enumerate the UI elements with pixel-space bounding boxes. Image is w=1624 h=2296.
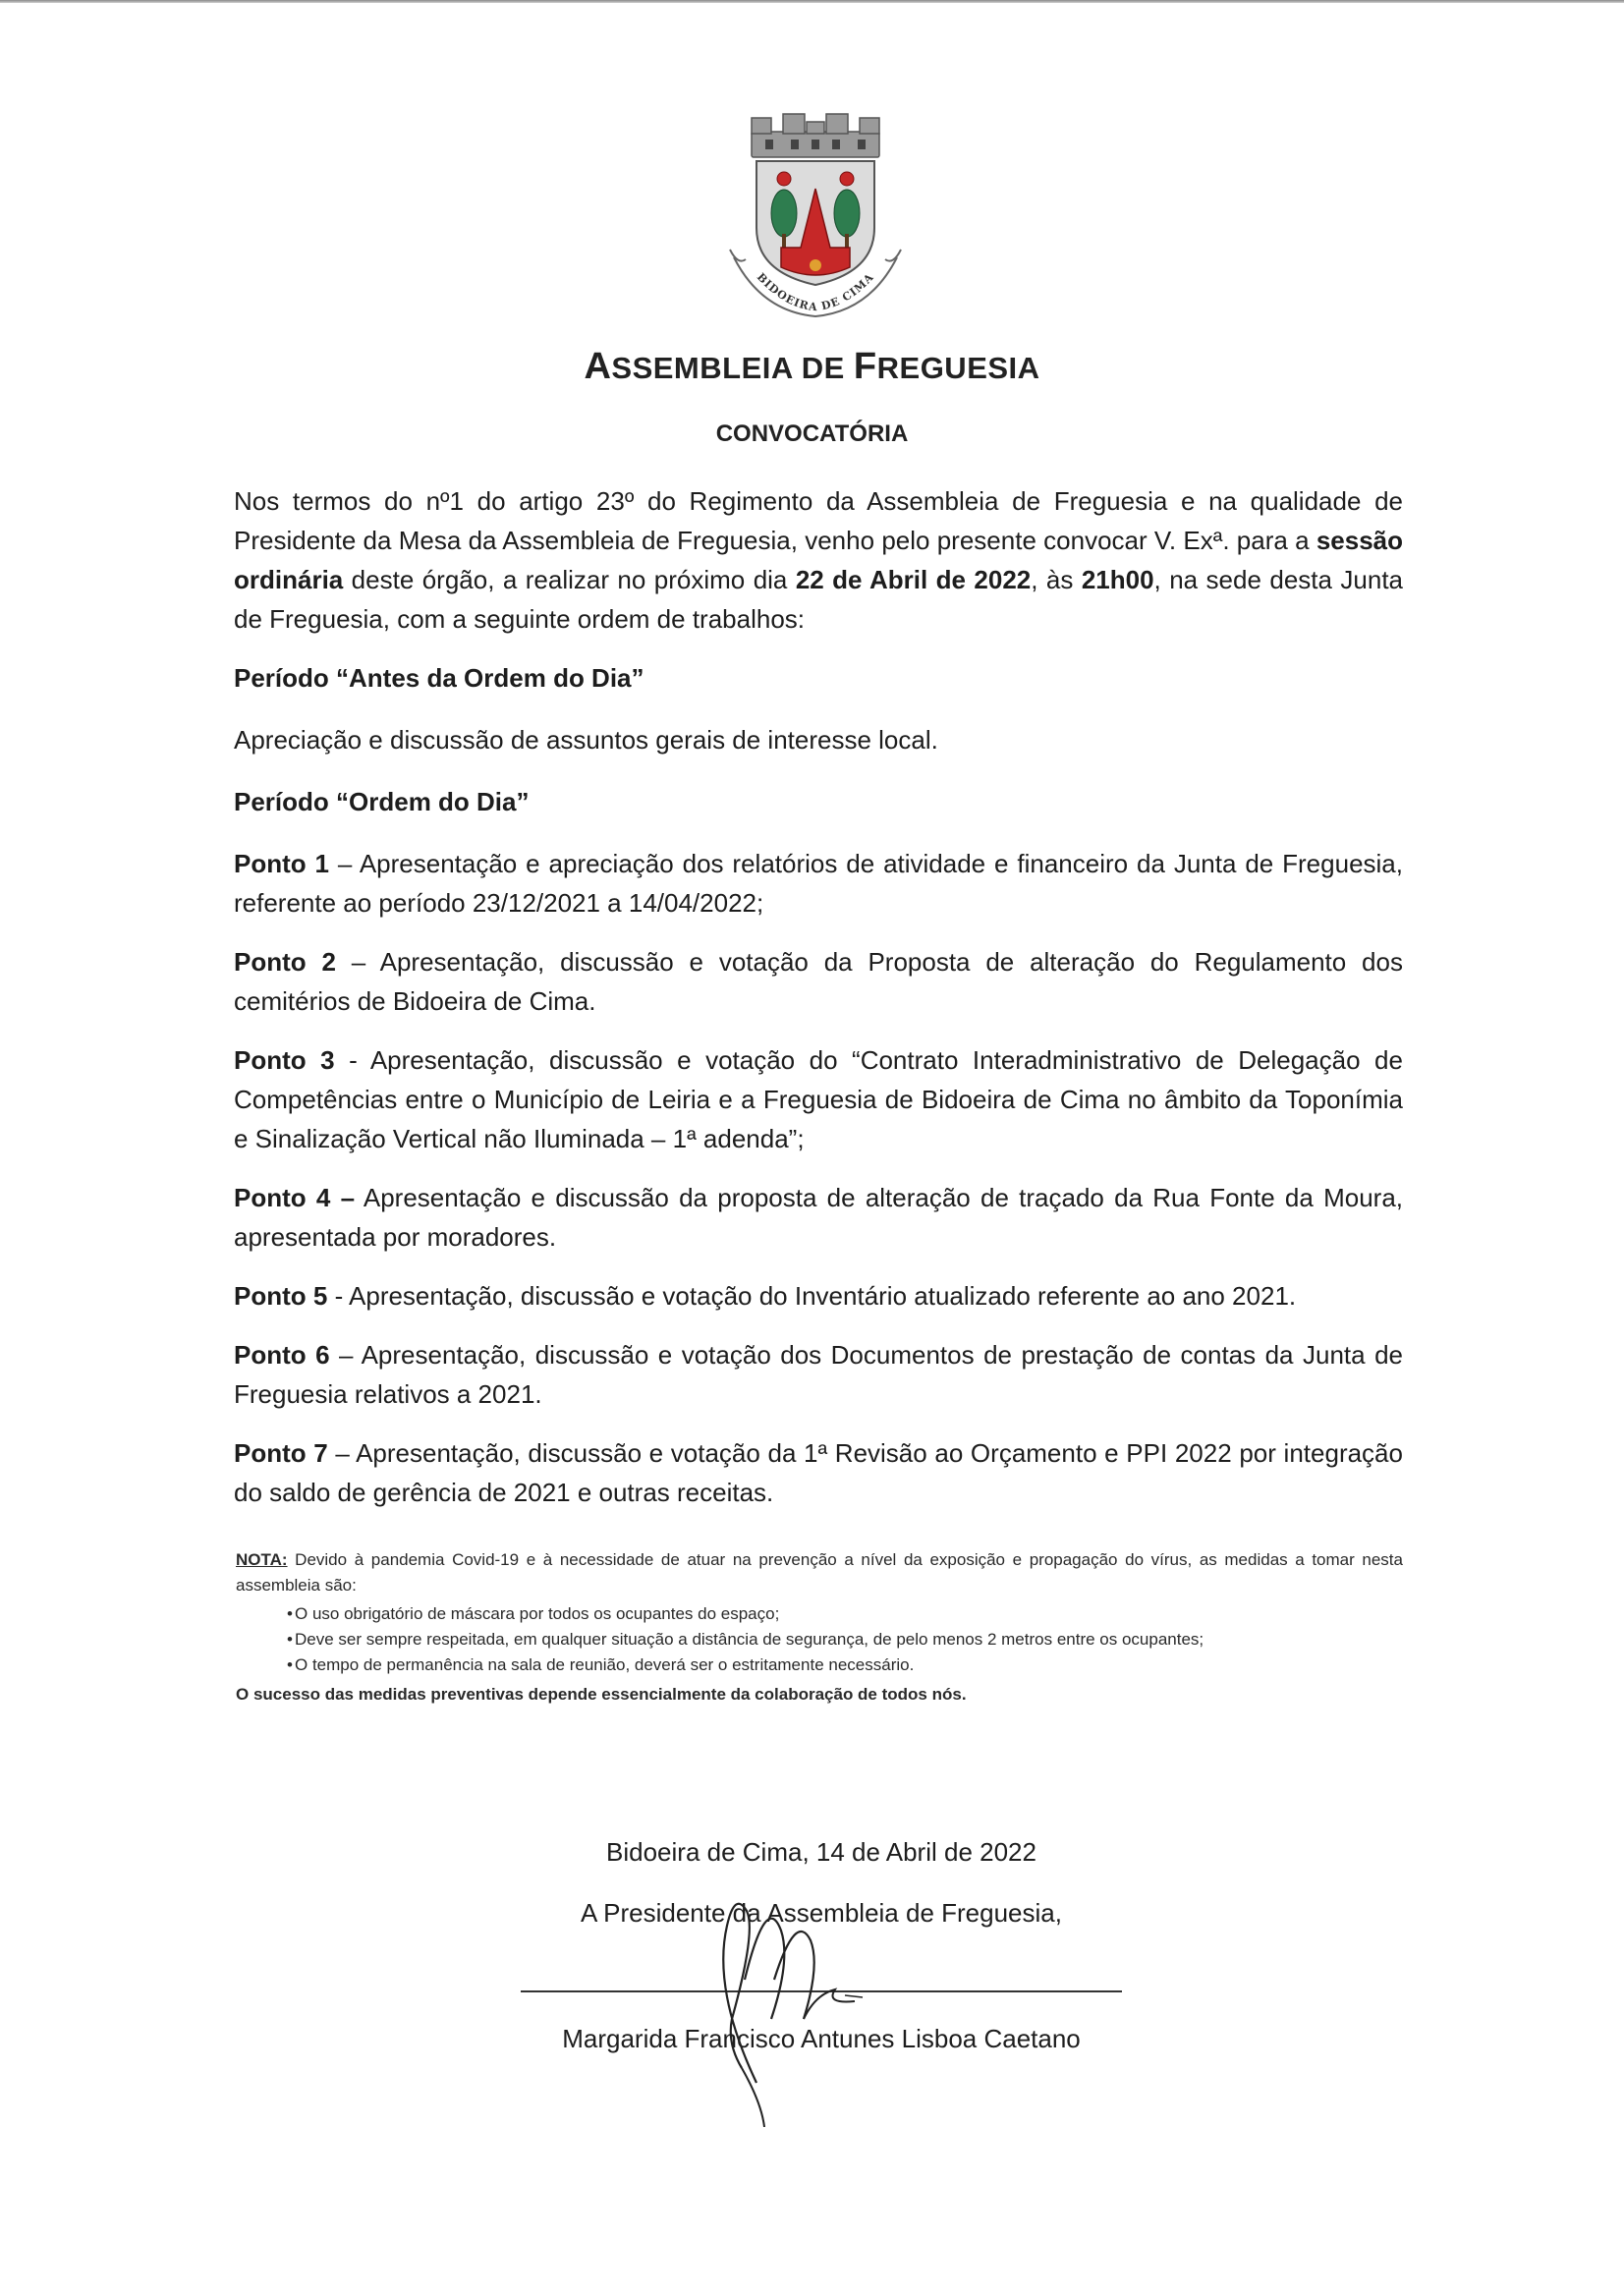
agenda-item: Ponto 4 – Apresentação e discussão da proposta de alteração de traçado da Rua Fonte da Moura, apresentada por moradores. [234, 1183, 1404, 1252]
crest-motto: BIDOEIRA DE CIMA [754, 270, 877, 314]
note-final: O sucesso das medidas preventivas depende essencialmente da colaboração de todos nós. [236, 1685, 967, 1704]
agenda-item: Ponto 7 – Apresentação, discussão e votação da 1ª Revisão ao Orçamento e PPI 2022 por integração do saldo de gerência de 2021 e outras receitas. [234, 1438, 1403, 1507]
mural-crown [752, 114, 879, 157]
place-date: Bidoeira de Cima, 14 de Abril de 2022 [606, 1837, 1036, 1867]
signer-name: Margarida Francisco Antunes Lisboa Caetano [562, 2024, 1081, 2053]
list-item: • Deve ser sempre respeitada, em qualquer situação a distância de segurança, de pelo menos 2 metros entre os ocupantes; [287, 1630, 1204, 1649]
agenda-item: Ponto 5 - Apresentação, discussão e votação do Inventário atualizado referente ao ano 2021. [234, 1281, 1297, 1311]
note-intro: NOTA: Devido à pandemia Covid-19 e à necessidade de atuar na prevenção a nível da exposição e propagação do vírus, as medidas a tomar nesta assembleia são: [236, 1550, 1403, 1595]
intro-paragraph: Nos termos do nº1 do artigo 23º do Regimento da Assembleia de Freguesia e na qualidade de Presidente da Mesa da Assembleia de Freguesia, venho pelo presente convocar V. Exª. para a sessão ordinária deste órgão, a realizar no próximo dia 22 de Abril de 2022, às 21h00, na sede desta Junta de Freguesia, com a seguinte ordem de trabalhos: [234, 486, 1403, 634]
document-title: ASSEMBLEIA DE FREGUESIA [584, 346, 1040, 387]
agenda-item: Ponto 2 – Apresentação, discussão e votação da Proposta de alteração do Regulamento dos cemitérios de Bidoeira de Cima. [234, 947, 1403, 1016]
signer-role: A Presidente da Assembleia de Freguesia, [581, 1898, 1062, 1928]
list-item: • O tempo de permanência na sala de reunião, deverá ser o estritamente necessário. [287, 1655, 915, 1674]
periodo-antes-text: Apreciação e discussão de assuntos gerais de interesse local. [234, 725, 938, 755]
agenda-item: Ponto 1 – Apresentação e apreciação dos relatórios de atividade e financeiro da Junta de Freguesia, referente ao período 23/12/2021 a 14/04/2022; [234, 849, 1403, 918]
note-list [236, 1601, 1403, 1678]
document-body [234, 481, 1403, 1532]
agenda-item: Ponto 3 - Apresentação, discussão e votação do “Contrato Interadministrativo de Delegação de Competências entre o Município de Leiria e a Freguesia de Bidoeira de Cima no âmbito da Toponímia e Sinalização Vertical não Iluminada – 1ª adenda”; [234, 1045, 1403, 1153]
document-subtitle: CONVOCATÓRIA [715, 420, 909, 447]
periodo-antes-heading: Período “Antes da Ordem do Dia” [234, 663, 644, 693]
periodo-ordem-heading: Período “Ordem do Dia” [234, 787, 530, 816]
scan-edge [0, 0, 1624, 3]
covid-note [236, 1547, 1403, 1708]
handwritten-signature [688, 1872, 943, 2127]
list-item: • O uso obrigatório de máscara por todos os ocupantes do espaço; [287, 1604, 780, 1623]
coat-of-arms-emblem [722, 110, 909, 326]
agenda-item: Ponto 6 – Apresentação, discussão e votação dos Documentos de prestação de contas da Junta de Freguesia relativos a 2021. [234, 1340, 1403, 1409]
